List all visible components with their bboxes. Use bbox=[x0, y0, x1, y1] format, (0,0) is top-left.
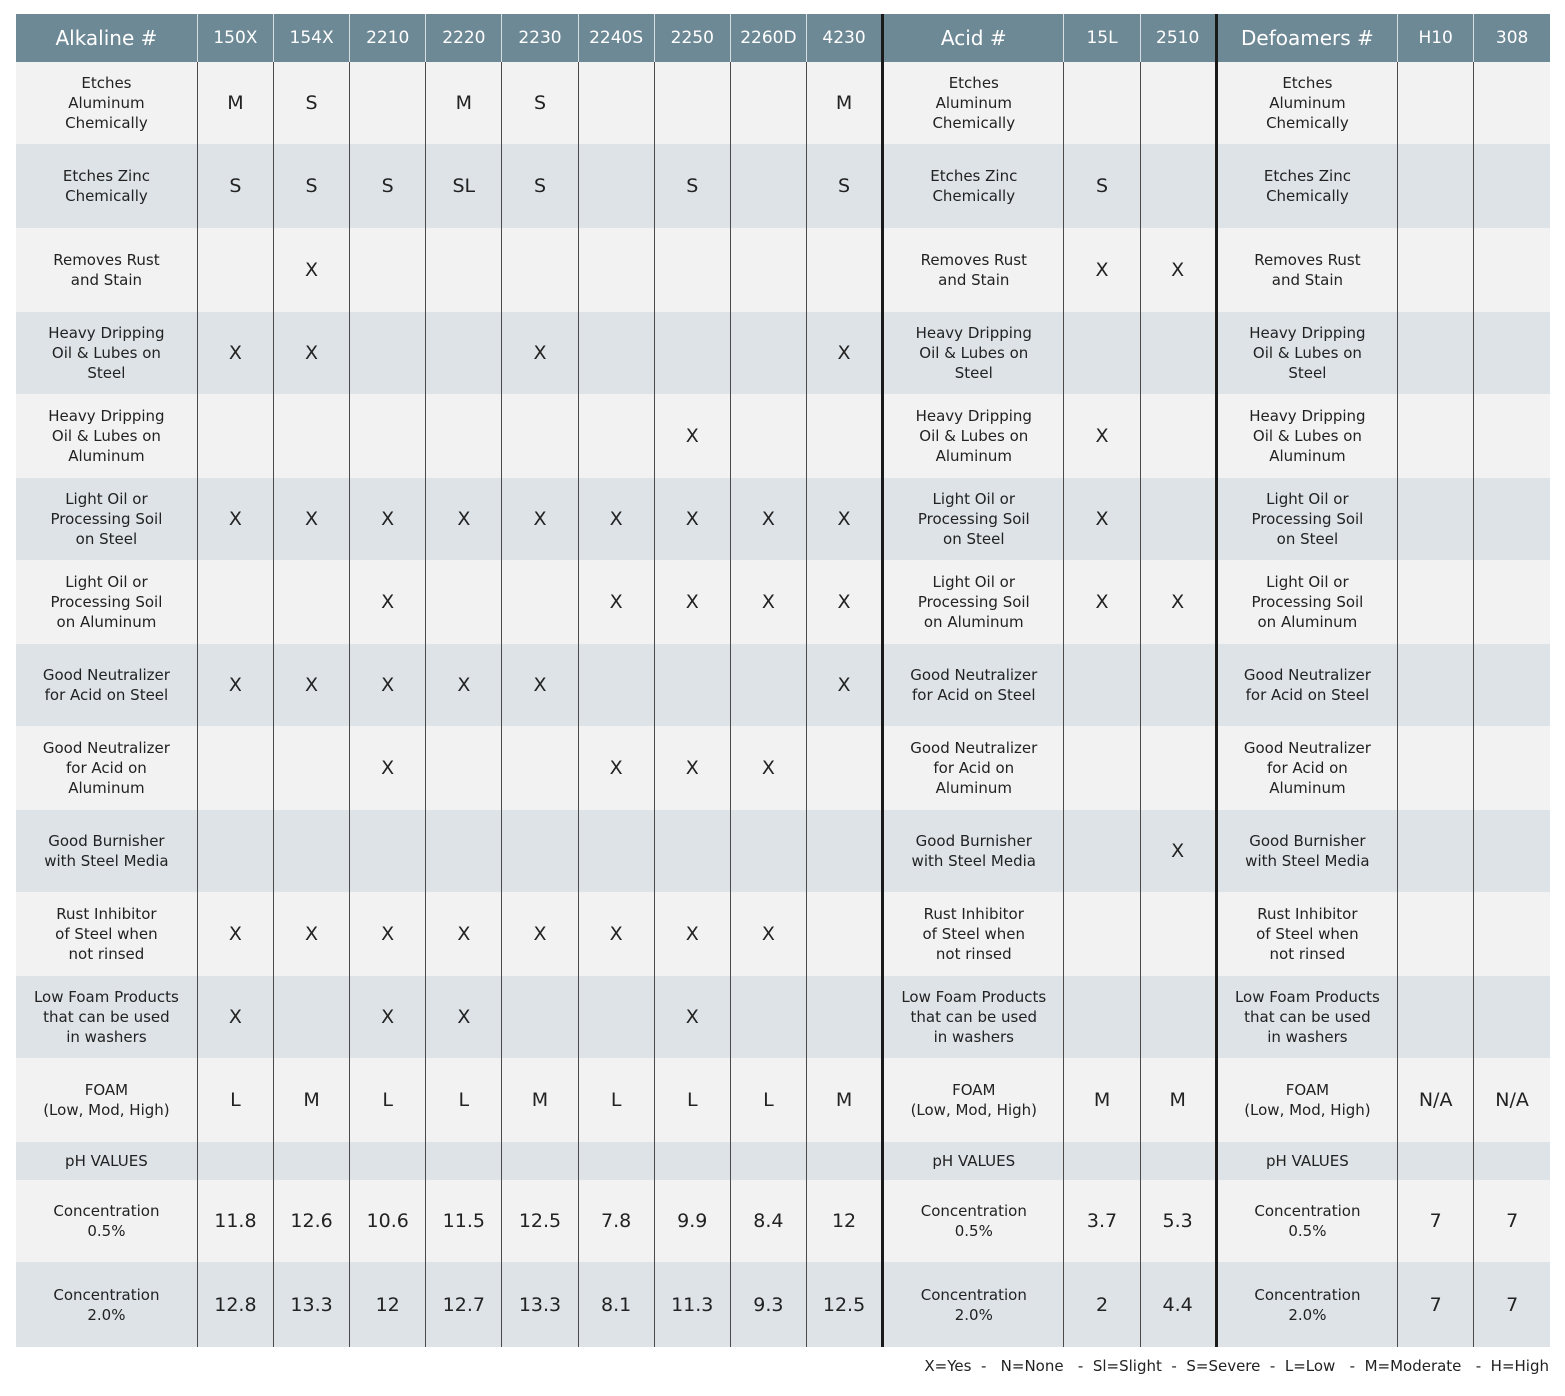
value-cell bbox=[806, 394, 882, 478]
row-label: Rust Inhibitor of Steel when not rinsed bbox=[1216, 892, 1397, 976]
value-cell: 12.7 bbox=[426, 1262, 502, 1347]
row-label: Light Oil or Processing Soil on Steel bbox=[883, 478, 1064, 560]
value-cell: X bbox=[730, 560, 806, 644]
value-cell bbox=[502, 228, 578, 312]
table-row bbox=[16, 810, 1550, 892]
value-cell bbox=[1474, 228, 1550, 312]
row-label: pH VALUES bbox=[1216, 1142, 1397, 1180]
row-label: Etches Aluminum Chemically bbox=[1216, 62, 1397, 144]
value-cell: N/A bbox=[1474, 1058, 1550, 1142]
table-row bbox=[16, 644, 1550, 726]
value-cell: X bbox=[1064, 478, 1140, 560]
value-cell bbox=[806, 976, 882, 1058]
row-label: Good Burnisher with Steel Media bbox=[883, 810, 1064, 892]
value-cell bbox=[578, 228, 654, 312]
row-label: Rust Inhibitor of Steel when not rinsed bbox=[883, 892, 1064, 976]
row-label: Etches Zinc Chemically bbox=[1216, 144, 1397, 228]
row-label: Low Foam Products that can be used in washers bbox=[1216, 976, 1397, 1058]
value-cell bbox=[730, 1142, 806, 1180]
row-label: Good Neutralizer for Acid on Steel bbox=[1216, 644, 1397, 726]
product-comparison-table bbox=[16, 14, 1550, 1347]
row-label: Rust Inhibitor of Steel when not rinsed bbox=[16, 892, 197, 976]
value-cell: X bbox=[730, 892, 806, 976]
product-header: 308 bbox=[1474, 14, 1550, 62]
value-cell bbox=[1140, 478, 1216, 560]
value-cell bbox=[273, 726, 349, 810]
value-cell bbox=[806, 228, 882, 312]
table-row bbox=[16, 478, 1550, 560]
product-header: 2510 bbox=[1140, 14, 1216, 62]
table-row bbox=[16, 62, 1550, 144]
value-cell: X bbox=[350, 560, 426, 644]
value-cell bbox=[1064, 892, 1140, 976]
row-label: Heavy Dripping Oil & Lubes on Steel bbox=[16, 312, 197, 394]
value-cell bbox=[350, 810, 426, 892]
value-cell bbox=[502, 560, 578, 644]
product-header: 150X bbox=[197, 14, 273, 62]
value-cell: N/A bbox=[1398, 1058, 1474, 1142]
table-row bbox=[16, 560, 1550, 644]
row-label: Etches Aluminum Chemically bbox=[16, 62, 197, 144]
value-cell: X bbox=[578, 726, 654, 810]
value-cell: 7 bbox=[1398, 1262, 1474, 1347]
value-cell: X bbox=[502, 644, 578, 726]
value-cell bbox=[1398, 478, 1474, 560]
row-label: Good Neutralizer for Acid on Aluminum bbox=[1216, 726, 1397, 810]
value-cell bbox=[426, 560, 502, 644]
value-cell bbox=[1064, 810, 1140, 892]
value-cell bbox=[1398, 560, 1474, 644]
value-cell: 13.3 bbox=[502, 1262, 578, 1347]
value-cell: X bbox=[654, 726, 730, 810]
value-cell bbox=[730, 312, 806, 394]
row-label: Concentration 0.5% bbox=[883, 1180, 1064, 1262]
value-cell bbox=[197, 394, 273, 478]
value-cell bbox=[654, 228, 730, 312]
value-cell bbox=[578, 62, 654, 144]
table-row bbox=[16, 1142, 1550, 1180]
value-cell bbox=[1398, 892, 1474, 976]
value-cell bbox=[1064, 62, 1140, 144]
value-cell: X bbox=[730, 726, 806, 810]
value-cell bbox=[426, 228, 502, 312]
value-cell: 4.4 bbox=[1140, 1262, 1216, 1347]
value-cell: 11.8 bbox=[197, 1180, 273, 1262]
value-cell: S bbox=[197, 144, 273, 228]
value-cell: 3.7 bbox=[1064, 1180, 1140, 1262]
value-cell: X bbox=[1064, 394, 1140, 478]
product-header: H10 bbox=[1398, 14, 1474, 62]
value-cell: X bbox=[273, 228, 349, 312]
value-cell: L bbox=[730, 1058, 806, 1142]
value-cell bbox=[1140, 976, 1216, 1058]
value-cell bbox=[197, 228, 273, 312]
value-cell: X bbox=[426, 478, 502, 560]
value-cell: X bbox=[654, 394, 730, 478]
product-header: 154X bbox=[273, 14, 349, 62]
value-cell bbox=[1140, 644, 1216, 726]
row-label: Concentration 2.0% bbox=[16, 1262, 197, 1347]
row-label: Good Burnisher with Steel Media bbox=[16, 810, 197, 892]
row-label: Low Foam Products that can be used in washers bbox=[883, 976, 1064, 1058]
value-cell: 7.8 bbox=[578, 1180, 654, 1262]
value-cell: X bbox=[273, 312, 349, 394]
table-row bbox=[16, 394, 1550, 478]
value-cell bbox=[426, 394, 502, 478]
row-label: Light Oil or Processing Soil on Aluminum bbox=[1216, 560, 1397, 644]
value-cell: X bbox=[426, 892, 502, 976]
value-cell bbox=[654, 62, 730, 144]
value-cell: L bbox=[578, 1058, 654, 1142]
value-cell bbox=[1398, 144, 1474, 228]
value-cell bbox=[654, 810, 730, 892]
value-cell bbox=[273, 560, 349, 644]
product-header: 15L bbox=[1064, 14, 1140, 62]
value-cell: X bbox=[1140, 810, 1216, 892]
value-cell: 12.8 bbox=[197, 1262, 273, 1347]
product-header: 2260D bbox=[730, 14, 806, 62]
value-cell: S bbox=[273, 144, 349, 228]
value-cell bbox=[1140, 726, 1216, 810]
value-cell: X bbox=[197, 892, 273, 976]
value-cell: 7 bbox=[1474, 1180, 1550, 1262]
value-cell bbox=[1064, 976, 1140, 1058]
value-cell bbox=[1064, 312, 1140, 394]
value-cell: X bbox=[502, 312, 578, 394]
value-cell bbox=[1474, 62, 1550, 144]
value-cell: X bbox=[197, 478, 273, 560]
value-cell: 12 bbox=[806, 1180, 882, 1262]
value-cell bbox=[730, 810, 806, 892]
row-label: Concentration 0.5% bbox=[16, 1180, 197, 1262]
value-cell bbox=[1474, 560, 1550, 644]
value-cell: X bbox=[654, 892, 730, 976]
header-row bbox=[16, 14, 1550, 62]
table-body bbox=[16, 62, 1550, 1347]
value-cell: 7 bbox=[1474, 1262, 1550, 1347]
value-cell bbox=[1474, 976, 1550, 1058]
value-cell bbox=[350, 62, 426, 144]
value-cell bbox=[654, 1142, 730, 1180]
value-cell bbox=[1398, 312, 1474, 394]
acid-header: Acid # bbox=[883, 14, 1064, 62]
value-cell: 12 bbox=[350, 1262, 426, 1347]
value-cell bbox=[578, 394, 654, 478]
value-cell bbox=[1140, 892, 1216, 976]
value-cell: M bbox=[426, 62, 502, 144]
value-cell: M bbox=[273, 1058, 349, 1142]
value-cell: 12.6 bbox=[273, 1180, 349, 1262]
value-cell: X bbox=[1140, 228, 1216, 312]
value-cell bbox=[1474, 394, 1550, 478]
value-cell: 8.1 bbox=[578, 1262, 654, 1347]
value-cell bbox=[1474, 810, 1550, 892]
value-cell: SL bbox=[426, 144, 502, 228]
value-cell bbox=[1398, 62, 1474, 144]
table-row bbox=[16, 726, 1550, 810]
value-cell: M bbox=[806, 62, 882, 144]
value-cell: X bbox=[806, 644, 882, 726]
value-cell: X bbox=[350, 726, 426, 810]
value-cell: 10.6 bbox=[350, 1180, 426, 1262]
value-cell: M bbox=[197, 62, 273, 144]
value-cell bbox=[806, 1142, 882, 1180]
value-cell bbox=[1474, 892, 1550, 976]
value-cell bbox=[730, 644, 806, 726]
value-cell bbox=[578, 312, 654, 394]
value-cell: X bbox=[1140, 560, 1216, 644]
value-cell: S bbox=[502, 62, 578, 144]
product-header: 2210 bbox=[350, 14, 426, 62]
value-cell bbox=[426, 312, 502, 394]
row-label: Heavy Dripping Oil & Lubes on Steel bbox=[1216, 312, 1397, 394]
value-cell bbox=[1398, 1142, 1474, 1180]
value-cell: S bbox=[806, 144, 882, 228]
value-cell bbox=[273, 976, 349, 1058]
row-label: Low Foam Products that can be used in washers bbox=[16, 976, 197, 1058]
value-cell bbox=[426, 726, 502, 810]
value-cell bbox=[1398, 810, 1474, 892]
value-cell: S bbox=[1064, 144, 1140, 228]
value-cell: 2 bbox=[1064, 1262, 1140, 1347]
value-cell: X bbox=[197, 312, 273, 394]
value-cell bbox=[730, 394, 806, 478]
row-label: Good Neutralizer for Acid on Aluminum bbox=[883, 726, 1064, 810]
row-label: Removes Rust and Stain bbox=[16, 228, 197, 312]
row-label: FOAM (Low, Mod, High) bbox=[883, 1058, 1064, 1142]
value-cell bbox=[1474, 644, 1550, 726]
value-cell bbox=[502, 394, 578, 478]
value-cell: L bbox=[350, 1058, 426, 1142]
alkaline-header: Alkaline # bbox=[16, 14, 197, 62]
value-cell bbox=[426, 810, 502, 892]
row-label: Etches Zinc Chemically bbox=[883, 144, 1064, 228]
value-cell bbox=[1140, 62, 1216, 144]
value-cell: X bbox=[197, 644, 273, 726]
value-cell: X bbox=[806, 478, 882, 560]
table-row bbox=[16, 228, 1550, 312]
row-label: pH VALUES bbox=[883, 1142, 1064, 1180]
value-cell bbox=[1474, 1142, 1550, 1180]
value-cell bbox=[730, 62, 806, 144]
value-cell: 13.3 bbox=[273, 1262, 349, 1347]
row-label: Light Oil or Processing Soil on Aluminum bbox=[16, 560, 197, 644]
table-row bbox=[16, 1262, 1550, 1347]
value-cell bbox=[197, 810, 273, 892]
value-cell bbox=[350, 394, 426, 478]
value-cell bbox=[1140, 144, 1216, 228]
value-cell: X bbox=[654, 560, 730, 644]
value-cell bbox=[502, 810, 578, 892]
value-cell: X bbox=[426, 976, 502, 1058]
row-label: Concentration 2.0% bbox=[883, 1262, 1064, 1347]
table-row bbox=[16, 144, 1550, 228]
table-row bbox=[16, 1180, 1550, 1262]
value-cell bbox=[806, 892, 882, 976]
value-cell: X bbox=[273, 892, 349, 976]
table-row bbox=[16, 976, 1550, 1058]
value-cell bbox=[1140, 312, 1216, 394]
value-cell bbox=[654, 312, 730, 394]
value-cell bbox=[273, 810, 349, 892]
value-cell bbox=[197, 1142, 273, 1180]
value-cell: 11.5 bbox=[426, 1180, 502, 1262]
value-cell: X bbox=[578, 560, 654, 644]
value-cell bbox=[426, 1142, 502, 1180]
row-label: Good Burnisher with Steel Media bbox=[1216, 810, 1397, 892]
value-cell: 8.4 bbox=[730, 1180, 806, 1262]
legend: X=Yes - N=None - Sl=Slight - S=Severe - L=Low - M=Moderate - H=High bbox=[924, 1357, 1549, 1375]
row-label: Concentration 0.5% bbox=[1216, 1180, 1397, 1262]
value-cell bbox=[1398, 644, 1474, 726]
row-label: Light Oil or Processing Soil on Aluminum bbox=[883, 560, 1064, 644]
row-label: Light Oil or Processing Soil on Steel bbox=[1216, 478, 1397, 560]
value-cell bbox=[350, 312, 426, 394]
value-cell: X bbox=[654, 478, 730, 560]
value-cell: S bbox=[350, 144, 426, 228]
value-cell: X bbox=[273, 478, 349, 560]
row-label: Etches Aluminum Chemically bbox=[883, 62, 1064, 144]
value-cell bbox=[273, 1142, 349, 1180]
value-cell bbox=[1398, 394, 1474, 478]
value-cell: S bbox=[502, 144, 578, 228]
value-cell bbox=[350, 228, 426, 312]
product-header: 2250 bbox=[654, 14, 730, 62]
value-cell: 9.3 bbox=[730, 1262, 806, 1347]
row-label: Good Neutralizer for Acid on Steel bbox=[883, 644, 1064, 726]
product-header: 2240S bbox=[578, 14, 654, 62]
row-label: Concentration 2.0% bbox=[1216, 1262, 1397, 1347]
value-cell bbox=[806, 810, 882, 892]
value-cell: X bbox=[350, 644, 426, 726]
value-cell bbox=[197, 726, 273, 810]
row-label: Good Neutralizer for Acid on Steel bbox=[16, 644, 197, 726]
value-cell bbox=[502, 1142, 578, 1180]
value-cell: S bbox=[654, 144, 730, 228]
product-header: 2230 bbox=[502, 14, 578, 62]
row-label: Etches Zinc Chemically bbox=[16, 144, 197, 228]
value-cell: X bbox=[350, 478, 426, 560]
value-cell: M bbox=[1064, 1058, 1140, 1142]
value-cell bbox=[1064, 1142, 1140, 1180]
value-cell: X bbox=[578, 892, 654, 976]
value-cell bbox=[730, 228, 806, 312]
value-cell: X bbox=[1064, 560, 1140, 644]
value-cell: X bbox=[1064, 228, 1140, 312]
value-cell bbox=[197, 560, 273, 644]
value-cell bbox=[1398, 726, 1474, 810]
value-cell bbox=[730, 144, 806, 228]
value-cell: X bbox=[578, 478, 654, 560]
value-cell bbox=[1398, 976, 1474, 1058]
row-label: Removes Rust and Stain bbox=[883, 228, 1064, 312]
value-cell: X bbox=[502, 892, 578, 976]
value-cell: X bbox=[350, 892, 426, 976]
product-header: 4230 bbox=[806, 14, 882, 62]
table-row bbox=[16, 1058, 1550, 1142]
row-label: FOAM (Low, Mod, High) bbox=[16, 1058, 197, 1142]
row-label: Heavy Dripping Oil & Lubes on Aluminum bbox=[16, 394, 197, 478]
value-cell bbox=[1474, 144, 1550, 228]
value-cell: X bbox=[197, 976, 273, 1058]
value-cell bbox=[578, 1142, 654, 1180]
value-cell bbox=[578, 810, 654, 892]
value-cell: X bbox=[426, 644, 502, 726]
value-cell bbox=[1064, 726, 1140, 810]
row-label: Light Oil or Processing Soil on Steel bbox=[16, 478, 197, 560]
row-label: Heavy Dripping Oil & Lubes on Aluminum bbox=[883, 394, 1064, 478]
value-cell bbox=[502, 726, 578, 810]
value-cell bbox=[502, 976, 578, 1058]
value-cell bbox=[578, 144, 654, 228]
table-row bbox=[16, 892, 1550, 976]
value-cell: S bbox=[273, 62, 349, 144]
value-cell: L bbox=[197, 1058, 273, 1142]
value-cell bbox=[578, 644, 654, 726]
value-cell bbox=[654, 644, 730, 726]
value-cell bbox=[578, 976, 654, 1058]
value-cell bbox=[1398, 228, 1474, 312]
value-cell: 11.3 bbox=[654, 1262, 730, 1347]
value-cell: X bbox=[350, 976, 426, 1058]
value-cell bbox=[1474, 726, 1550, 810]
row-label: pH VALUES bbox=[16, 1142, 197, 1180]
value-cell: X bbox=[502, 478, 578, 560]
row-label: Heavy Dripping Oil & Lubes on Aluminum bbox=[1216, 394, 1397, 478]
value-cell bbox=[1474, 312, 1550, 394]
value-cell bbox=[350, 1142, 426, 1180]
value-cell bbox=[1140, 394, 1216, 478]
value-cell bbox=[1064, 644, 1140, 726]
value-cell: X bbox=[654, 976, 730, 1058]
value-cell: M bbox=[806, 1058, 882, 1142]
value-cell: 12.5 bbox=[502, 1180, 578, 1262]
value-cell: X bbox=[806, 312, 882, 394]
value-cell: M bbox=[1140, 1058, 1216, 1142]
table-row bbox=[16, 312, 1550, 394]
value-cell bbox=[806, 726, 882, 810]
value-cell: 5.3 bbox=[1140, 1180, 1216, 1262]
value-cell: M bbox=[502, 1058, 578, 1142]
value-cell: L bbox=[654, 1058, 730, 1142]
value-cell: X bbox=[730, 478, 806, 560]
value-cell bbox=[730, 976, 806, 1058]
value-cell: X bbox=[273, 644, 349, 726]
value-cell bbox=[273, 394, 349, 478]
value-cell: 12.5 bbox=[806, 1262, 882, 1347]
row-label: Heavy Dripping Oil & Lubes on Steel bbox=[883, 312, 1064, 394]
row-label: Good Neutralizer for Acid on Aluminum bbox=[16, 726, 197, 810]
row-label: FOAM (Low, Mod, High) bbox=[1216, 1058, 1397, 1142]
value-cell: 7 bbox=[1398, 1180, 1474, 1262]
value-cell bbox=[1474, 478, 1550, 560]
value-cell: X bbox=[806, 560, 882, 644]
row-label: Removes Rust and Stain bbox=[1216, 228, 1397, 312]
value-cell: L bbox=[426, 1058, 502, 1142]
value-cell bbox=[1140, 1142, 1216, 1180]
value-cell: 9.9 bbox=[654, 1180, 730, 1262]
defoamers-header: Defoamers # bbox=[1216, 14, 1397, 62]
product-header: 2220 bbox=[426, 14, 502, 62]
